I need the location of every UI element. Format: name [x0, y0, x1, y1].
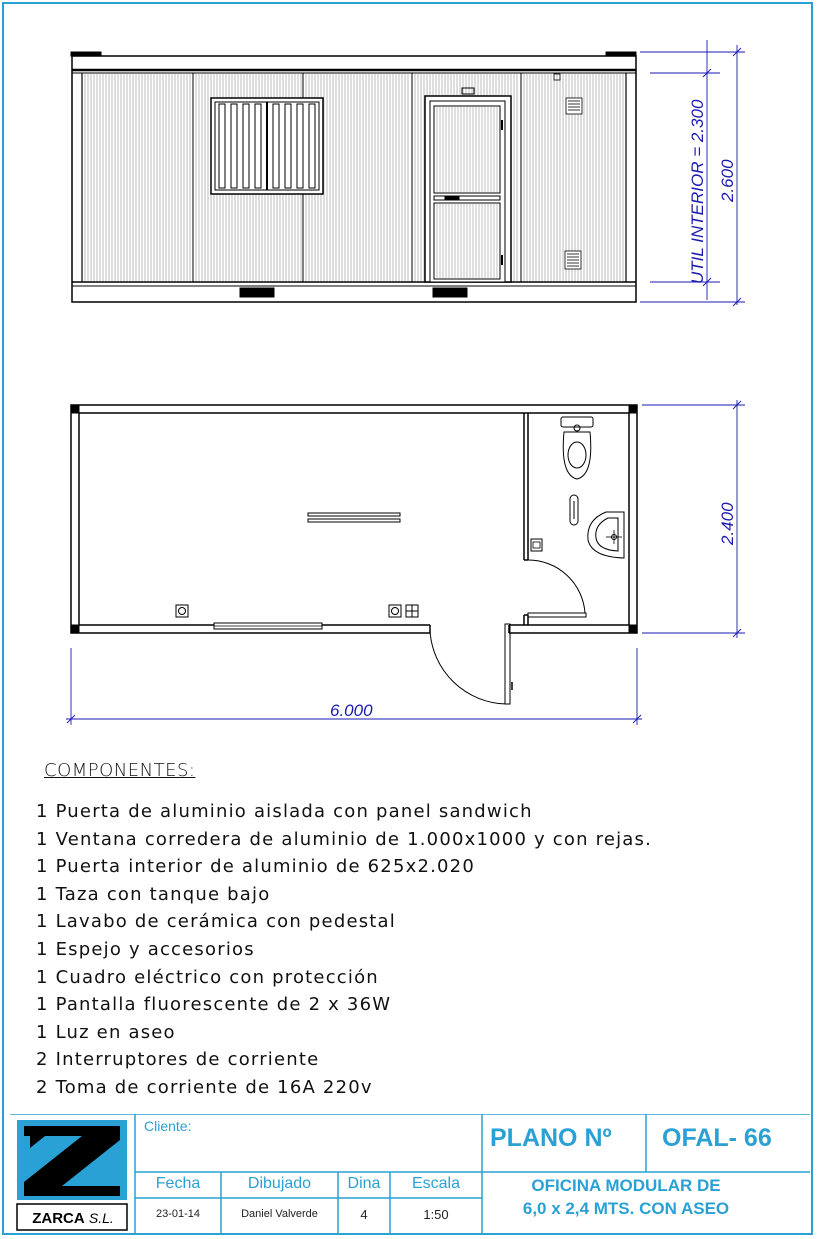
- elevation-view: [71, 40, 745, 306]
- plano-label: PLANO Nº: [490, 1124, 612, 1152]
- sink-icon: [588, 512, 624, 558]
- component-item: 1 Puerta de aluminio aislada con panel sandwich: [36, 801, 533, 822]
- component-item: 1 Cuadro eléctrico con protección: [36, 966, 379, 988]
- company-name-text: ZARCA: [32, 1210, 85, 1227]
- plano-code: OFAL- 66: [662, 1124, 772, 1152]
- dim-length: 6.000: [330, 701, 373, 720]
- component-item: 2 Toma de corriente de 16A 220v: [36, 1076, 373, 1098]
- window-elevation: [211, 98, 323, 194]
- dim-width: 2.400: [718, 502, 737, 545]
- dim-total-height: 2.600: [718, 159, 737, 202]
- components-list: [36, 798, 652, 1102]
- fecha-value: 23-01-14: [155, 1208, 201, 1220]
- company-name: [20, 1206, 126, 1230]
- description-line2: 6,0 x 2,4 MTS. CON ASEO: [522, 1199, 730, 1218]
- door-elevation: [425, 88, 511, 282]
- component-item: 1 Puerta interior de aluminio de 625x2.020: [36, 856, 475, 878]
- toilet-icon: [561, 417, 593, 479]
- component-item: 1 Lavabo de cerámica con pedestal: [36, 911, 396, 933]
- dibujado-label: Dibujado: [247, 1175, 312, 1192]
- component-item: 1 Luz en aseo: [36, 1021, 176, 1043]
- component-item: 2 Interruptores de corriente: [36, 1049, 320, 1071]
- vent-lower: [565, 251, 581, 269]
- dina-label: Dina: [347, 1175, 381, 1192]
- components-title: COMPONENTES:: [44, 760, 196, 781]
- component-item: 1 Espejo y accesorios: [36, 938, 255, 960]
- component-item: 1 Ventana corredera de aluminio de 1.000x1000 y con rejas.: [36, 828, 653, 850]
- dim-interior-height: UTIL INTERIOR = 2.300: [688, 99, 707, 284]
- escala-value: 1:50: [423, 1207, 449, 1222]
- switch-icon: [406, 605, 418, 617]
- description-line1: OFICINA MODULAR DE: [531, 1176, 721, 1195]
- component-item: 1 Pantalla fluorescente de 2 x 36W: [36, 994, 392, 1016]
- socket-icon: [176, 605, 188, 617]
- plan-view: [66, 400, 745, 725]
- vent-upper: [566, 98, 582, 114]
- dibujado-value: Daniel Valverde: [241, 1208, 318, 1220]
- socket-icon: [389, 605, 401, 617]
- fecha-label: Fecha: [155, 1175, 201, 1192]
- component-item: 1 Taza con tanque bajo: [36, 883, 271, 905]
- company-suffix: S.L.: [88, 1210, 114, 1226]
- title-block: [10, 1114, 812, 1234]
- dina-value: 4: [360, 1207, 368, 1222]
- client-label: Cliente:: [144, 1118, 192, 1134]
- escala-label: Escala: [411, 1175, 461, 1192]
